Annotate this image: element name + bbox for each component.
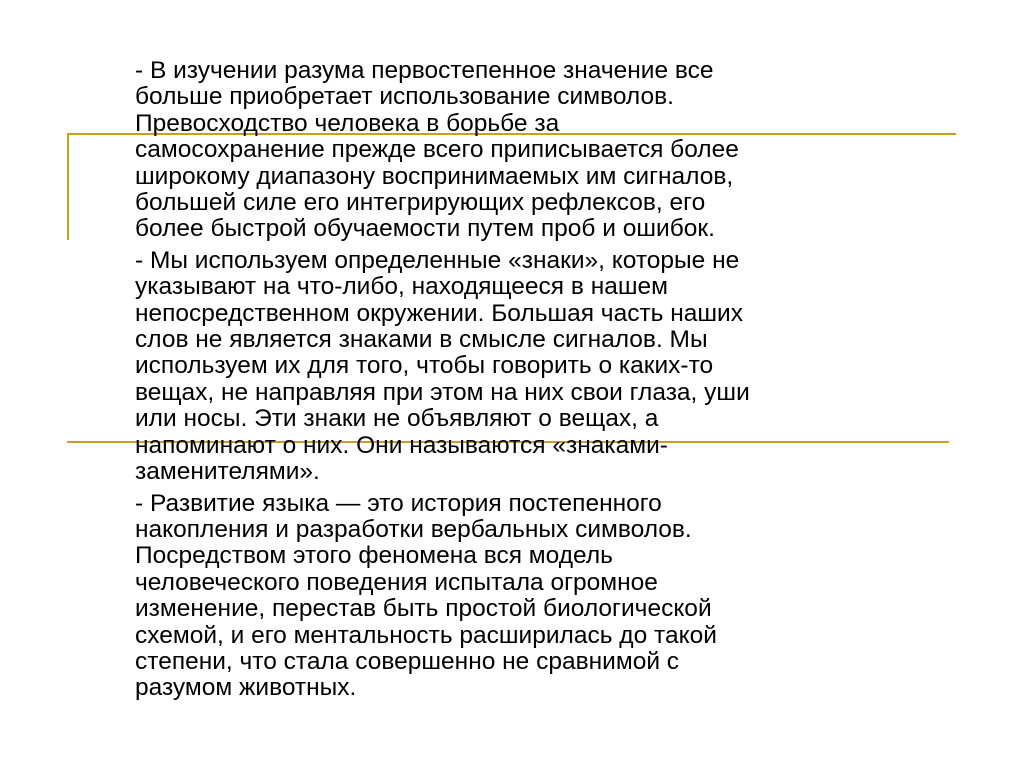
paragraph-signs: - Мы используем определенные «знаки», которые не указывают на что-либо, находящееся в нашем непосредственном окружении. Большая часть наших слов не является знаками в смысле сигналов. Мы используем их для того, чтобы говорить о каких-то вещах, не направляя при этом на них свои глаза, уши или носы. Эти знаки не объявляют о вещах, а напоминают о них. Они называются «знаками- заменителями». [135,246,750,486]
paragraph-language-development: - Развитие языка — это история постепенного накопления и разработки вербальных символов. Посредством этого феномена вся модель человеческого поведения испытала огромное изменение, перестав быть простой биологической схемой, и его ментальность расширилась до такой степени, что стала совершенно не сравнимой с разумом животных. [135,489,717,702]
slide-body [135,58,895,707]
paragraph-symbols: - В изучении разума первостепенное значение все больше приобретает использование символов. Превосходство человека в борьбе за самосохранение прежде всего приписывается более широкому диапазону воспринимаемых им сигналов, большей силе его интегрирующих рефлексов, его более быстрой обучаемости путем проб и ошибок. [135,57,739,243]
decorative-rule-left [67,133,69,240]
